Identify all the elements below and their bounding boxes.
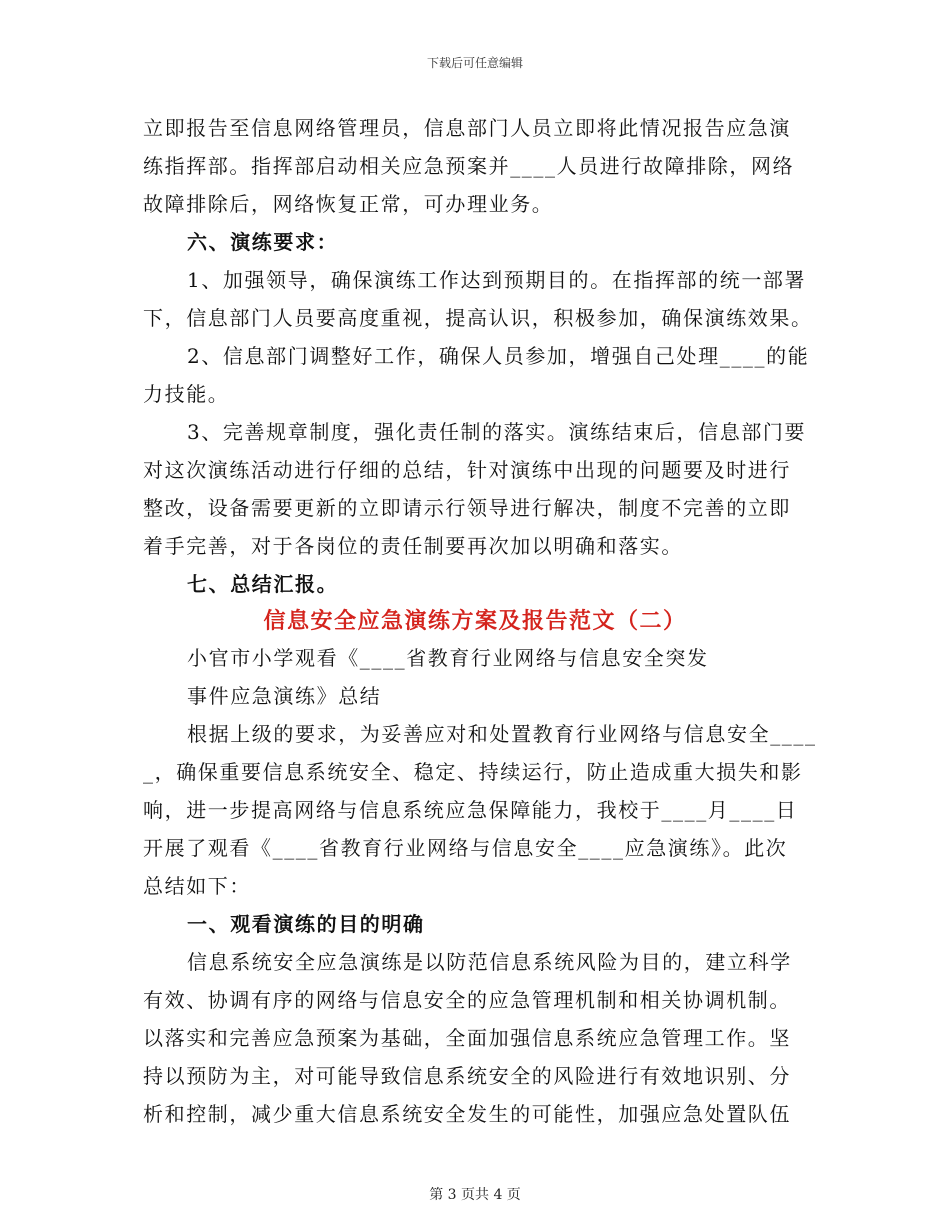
paragraph-line: 练指挥部。指挥部启动相关应急预案并____人员进行故障排除，网络 [143, 154, 795, 178]
paragraph-line: 根据上级的要求，为妥善应对和处置教育行业网络与信息安全____ [187, 722, 817, 746]
subtitle-line: 事件应急演练》总结 [187, 684, 382, 708]
paragraph-line: 信息系统安全应急演练是以防范信息系统风险为目的，建立科学 [187, 950, 792, 974]
section-heading: 七、总结汇报。 [187, 572, 339, 596]
paragraph-line: 有效、协调有序的网络与信息安全的应急管理机制和相关协调机制。 [143, 988, 791, 1012]
paragraph-line: 力技能。 [143, 382, 230, 406]
paragraph-line: 立即报告至信息网络管理员，信息部门人员立即将此情况报告应急演 [143, 116, 791, 140]
paragraph-line: 下，信息部门人员要高度重视，提高认识，积极参加，确保演练效果。 [143, 306, 813, 330]
paragraph-line: 持以预防为主，对可能导致信息系统安全的风险进行有效地识别、分 [143, 1064, 791, 1088]
paragraph-line: 1、加强领导，确保演练工作达到预期目的。在指挥部的统一部署 [187, 268, 807, 292]
paragraph-line: 以落实和完善应急预案为基础，全面加强信息系统应急管理工作。坚 [143, 1026, 791, 1050]
paragraph-line: 整改，设备需要更新的立即请示行领导进行解决，制度不完善的立即 [143, 496, 791, 520]
page-header: 下载后可任意编辑 [426, 56, 523, 70]
paragraph-line: 对这次演练活动进行仔细的总结，针对演练中出现的问题要及时进行 [143, 458, 791, 482]
paragraph-line: 总结如下： [143, 874, 251, 898]
page-footer: 第 3 页共 4 页 [429, 1187, 521, 1203]
section-heading: 一、观看演练的目的明确 [187, 912, 425, 936]
paragraph-line: 析和控制，减少重大信息系统安全发生的可能性，加强应急处置队伍 [143, 1102, 791, 1126]
paragraph-line: 故障排除后，网络恢复正常，可办理业务。 [143, 192, 554, 216]
paragraph-line: 开展了观看《____省教育行业网络与信息安全____应急演练》。此次 [143, 836, 788, 860]
subtitle-line: 小官市小学观看《____省教育行业网络与信息安全突发 [187, 646, 709, 670]
document-title: 信息安全应急演练方案及报告范文（二） [263, 608, 687, 634]
paragraph-line: 3、完善规章制度，强化责任制的落实。演练结束后，信息部门要 [187, 420, 807, 444]
paragraph-line: _，确保重要信息系统安全、稳定、持续运行，防止造成重大损失和影 [143, 760, 803, 784]
section-heading: 六、演练要求： [187, 230, 339, 254]
paragraph-line: 响，进一步提高网络与信息系统应急保障能力，我校于____月____日 [143, 798, 798, 822]
paragraph-line: 着手完善，对于各岗位的责任制要再次加以明确和落实。 [143, 534, 683, 558]
paragraph-line: 2、信息部门调整好工作，确保人员参加，增强自己处理____的能 [187, 344, 810, 368]
